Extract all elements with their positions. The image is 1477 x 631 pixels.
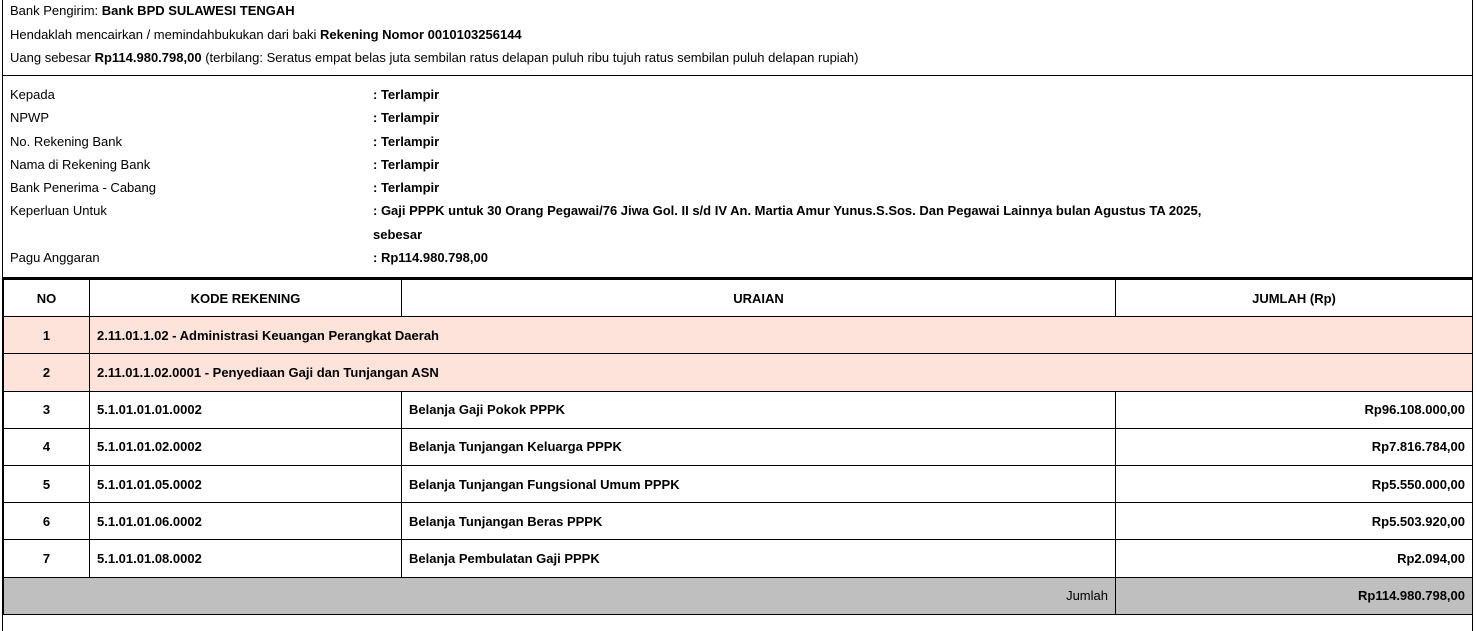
row-no: 5 [4, 465, 90, 502]
row-no: 3 [4, 391, 90, 428]
row-kode: 5.1.01.01.02.0002 [90, 428, 402, 465]
keperluan-value: : Gaji PPPK untuk 30 Orang Pegawai/76 Jiwa Gol. II s/d IV An. Martia Amur Yunus.S.Sos. Dan Pegawai Lainnya bulan Agustus TA 2025, [373, 203, 1202, 219]
npwp-label: NPWP [10, 110, 49, 126]
header-kode: KODE REKENING [90, 280, 402, 317]
norek-value: : Terlampir [373, 133, 440, 149]
kepada-label: Kepada [10, 87, 55, 102]
group-text: 2.11.01.1.02.0001 - Penyediaan Gaji dan Tunjangan ASN [90, 354, 1473, 391]
bank-pengirim-label: Bank Pengirim: [10, 3, 99, 18]
total-label: Jumlah [4, 577, 1116, 614]
info-row-nama [10, 156, 1464, 179]
table-row [4, 465, 1473, 502]
row-jumlah: Rp96.108.000,00 [1116, 391, 1473, 428]
row-no: 1 [4, 317, 90, 354]
info-section [3, 76, 1472, 279]
row-no: 2 [4, 354, 90, 391]
group-text: 2.11.01.1.02 - Administrasi Keuangan Perangkat Daerah [90, 317, 1473, 354]
rekening-label: Rekening Nomor [320, 26, 425, 42]
row-uraian: Belanja Tunjangan Beras PPPK [402, 503, 1116, 540]
info-row-bank [10, 179, 1464, 202]
info-row-npwp [10, 109, 1464, 132]
keperluan-label: Keperluan Untuk [10, 203, 107, 219]
instruction-line [10, 26, 1464, 50]
bank-penerima-value: : Terlampir [373, 180, 440, 196]
header-section [3, 0, 1472, 76]
row-kode: 5.1.01.01.06.0002 [90, 503, 402, 540]
kepada-value: : Terlampir [373, 87, 440, 102]
uang-label: Uang sebesar [10, 50, 91, 65]
row-jumlah: Rp5.550.000,00 [1116, 465, 1473, 502]
rekening-table [3, 279, 1473, 615]
bank-pengirim-value: Bank BPD SULAWESI TENGAH [101, 3, 295, 18]
row-uraian: Belanja Gaji Pokok PPPK [402, 391, 1116, 428]
header-jumlah: JUMLAH (Rp) [1116, 280, 1473, 317]
rekening-number: 0010103256144 [427, 26, 522, 42]
info-row-norek [10, 133, 1464, 156]
nama-value: : Terlampir [373, 156, 440, 172]
row-no: 6 [4, 503, 90, 540]
row-jumlah: Rp2.094,00 [1116, 540, 1473, 577]
row-no: 7 [4, 540, 90, 577]
document [2, 0, 1473, 631]
header-uraian: URAIAN [402, 280, 1116, 317]
info-row-pagu [10, 249, 1464, 272]
table-total-row [4, 577, 1473, 614]
uang-line [10, 49, 1464, 73]
row-no: 4 [4, 428, 90, 465]
row-jumlah: Rp7.816.784,00 [1116, 428, 1473, 465]
info-row-kepada [10, 86, 1464, 109]
info-row-keperluan-cont [10, 226, 1464, 249]
row-uraian: Belanja Tunjangan Keluarga PPPK [402, 428, 1116, 465]
row-uraian: Belanja Tunjangan Fungsional Umum PPPK [402, 465, 1116, 502]
table-row [4, 503, 1473, 540]
row-uraian: Belanja Pembulatan Gaji PPPK [402, 540, 1116, 577]
keperluan-value-continued: sebesar [373, 226, 423, 242]
uang-amount: Rp114.980.798,00 [94, 50, 202, 65]
norek-label: No. Rekening Bank [10, 133, 123, 149]
table-row [4, 391, 1473, 428]
pagu-value: : Rp114.980.798,00 [373, 250, 488, 266]
row-kode: 5.1.01.01.05.0002 [90, 465, 402, 502]
row-jumlah: Rp5.503.920,00 [1116, 503, 1473, 540]
nama-label: Nama di Rekening Bank [10, 156, 151, 172]
bank-pengirim-line [10, 2, 1464, 26]
total-value: Rp114.980.798,00 [1116, 577, 1473, 614]
table-header-row [4, 280, 1473, 317]
table-group-row [4, 354, 1473, 391]
table-row [4, 540, 1473, 577]
header-no: NO [4, 280, 90, 317]
row-kode: 5.1.01.01.08.0002 [90, 540, 402, 577]
table-row [4, 428, 1473, 465]
instruction-text: Hendaklah mencairkan / memindahbukukan dari baki [10, 26, 317, 42]
row-kode: 5.1.01.01.01.0002 [90, 391, 402, 428]
table-group-row [4, 317, 1473, 354]
pagu-label: Pagu Anggaran [10, 250, 100, 266]
terbilang-text: (terbilang: Seratus empat belas juta sembilan ratus delapan puluh ribu tujuh ratus sembilan puluh delapan rupiah) [205, 50, 859, 65]
info-row-keperluan [10, 202, 1464, 225]
npwp-value: : Terlampir [373, 110, 440, 126]
bank-penerima-label: Bank Penerima - Cabang [10, 180, 156, 196]
